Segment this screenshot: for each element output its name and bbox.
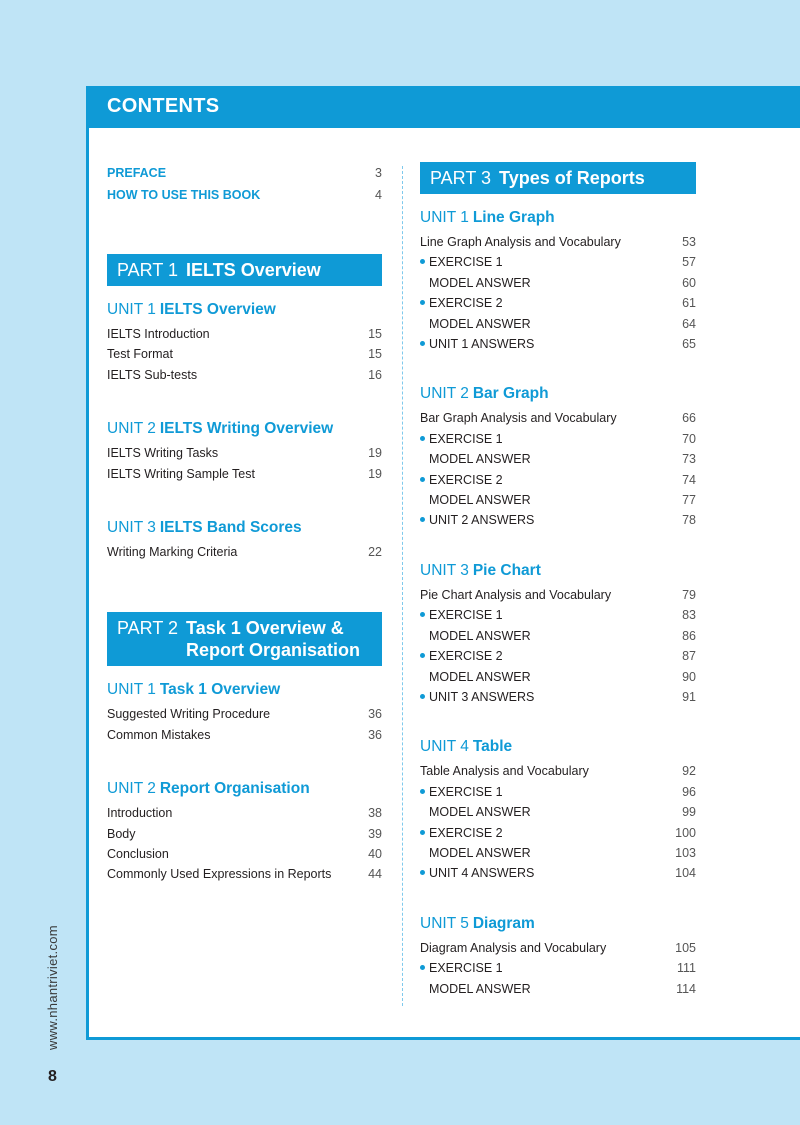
toc-entry-title: Test Format [107,347,173,362]
unit-block [107,518,382,562]
part-number: PART 3 [430,168,492,188]
part-1-banner[interactable] [107,254,382,286]
toc-entry[interactable] [420,761,696,781]
toc-entry[interactable] [420,232,696,252]
unit-name: Table [472,738,513,756]
toc-entry[interactable] [107,443,382,463]
toc-entry[interactable] [420,470,696,490]
part-3-units [420,208,696,999]
website-url: www.nhantriviet.com [45,925,60,1050]
part-title-line-2: Report Organisation [186,640,361,661]
toc-entry-text: MODEL ANSWER [429,981,531,996]
toc-entry-title: IELTS Introduction [107,327,210,341]
toc-entry-page: 87 [682,649,696,664]
bullet-icon [420,789,425,794]
contents-header-bar [89,86,800,128]
toc-entry-title [420,232,621,252]
toc-entry-page: 4 [375,188,382,202]
toc-entry[interactable] [420,823,696,843]
unit-number: UNIT 1 [420,209,469,226]
toc-entry-page: 99 [682,805,696,820]
toc-entry-page: 96 [682,784,696,799]
toc-entry-page: 90 [682,669,696,684]
toc-entry-text: MODEL ANSWER [429,845,531,860]
toc-entry-title: Introduction [107,806,173,821]
part-title: Types of Reports [499,168,645,188]
toc-entry[interactable] [420,273,696,293]
toc-entry-text: Bar Graph Analysis and Vocabulary [420,411,617,426]
unit-number: UNIT 2 [420,385,469,403]
part-number: PART 1 [117,260,179,280]
toc-entry-title: Commonly Used Expressions in Reports [107,867,332,882]
unit-name: Diagram [472,914,535,932]
toc-entry-title [420,938,606,958]
unit-name: Bar Graph [472,385,549,403]
toc-entry[interactable] [420,334,696,354]
part-title: IELTS Overview [186,260,321,280]
unit-number: UNIT 3 [420,561,469,579]
part-title-line-1: Task 1 Overview & [186,618,344,639]
toc-entry-page: 114 [676,981,696,996]
toc-entry[interactable] [420,314,696,334]
toc-entry-page: 73 [682,452,696,467]
unit-heading[interactable] [107,518,382,538]
toc-entry-text: Pie Chart Analysis and Vocabulary [420,587,612,602]
toc-entry-title: IELTS Writing Sample Test [107,466,255,481]
unit-block [420,208,696,354]
toc-entry-title [420,687,534,707]
bullet-icon [420,653,425,658]
toc-entry-title [420,979,531,999]
toc-entry[interactable] [107,864,382,884]
unit-block [107,779,382,885]
toc-entry-title [420,510,534,530]
unit-heading[interactable] [420,561,696,581]
toc-entry-text: UNIT 3 ANSWERS [429,689,535,704]
toc-entry-text: Line Graph Analysis and Vocabulary [420,235,621,249]
toc-entry-page: 105 [675,940,696,955]
toc-entry-text: Diagram Analysis and Vocabulary [420,940,607,955]
unit-heading[interactable] [420,914,696,934]
toc-entry-page: 57 [682,255,696,270]
bullet-icon [420,870,425,875]
toc-entry[interactable] [107,725,382,745]
toc-entry[interactable] [420,979,696,999]
toc-entry-text: EXERCISE 1 [429,784,503,799]
bullet-icon [420,965,425,970]
toc-entry[interactable] [420,605,696,625]
toc-entry-title: Suggested Writing Procedure [107,707,271,722]
toc-entry-text: EXERCISE 2 [429,825,503,840]
toc-entry-title [420,470,503,490]
toc-entry-page: 103 [675,845,696,860]
toc-entry[interactable] [420,667,696,687]
toc-entry[interactable] [420,863,696,883]
toc-entry[interactable] [420,408,696,428]
toc-entry-page: 104 [675,866,696,881]
toc-entry[interactable] [420,490,696,510]
toc-entry-title: Common Mistakes [107,727,211,742]
toc-entry[interactable] [420,585,696,605]
toc-entry[interactable] [107,365,382,385]
toc-entry-text: EXERCISE 1 [429,608,503,623]
toc-entry-page: 38 [368,806,382,821]
toc-entry-title [420,429,503,449]
toc-entry-title: IELTS Sub-tests [107,367,198,382]
toc-entry-title [420,646,503,666]
toc-entry-page: 44 [368,867,382,882]
toc-entry[interactable] [420,429,696,449]
unit-heading[interactable] [420,208,696,228]
bullet-icon [420,259,425,264]
toc-entry-title [420,761,589,781]
unit-block [107,680,382,745]
toc-entry[interactable] [420,958,696,978]
toc-entry-page: 78 [682,513,696,528]
toc-entry-page: 65 [682,337,696,352]
toc-entry[interactable] [420,449,696,469]
unit-block [107,300,382,385]
toc-entry-title [420,585,611,605]
unit-number: UNIT 4 [420,738,469,756]
toc-entry-text: UNIT 1 ANSWERS [429,337,535,352]
toc-entry-title [420,334,534,354]
toc-entry[interactable] [420,510,696,530]
toc-entry-page: 36 [368,727,382,742]
bullet-icon [420,612,425,617]
toc-entry[interactable] [107,803,382,823]
toc-entry-page: 64 [682,316,696,331]
toc-entry-title: Body [107,826,136,841]
toc-entry-title [420,490,531,510]
toc-entry-page: 15 [368,327,382,341]
toc-entry-page: 77 [682,493,696,508]
toc-entry-title [420,293,503,313]
bullet-icon [420,830,425,835]
unit-name: IELTS Band Scores [159,519,302,537]
toc-entry[interactable] [420,252,696,272]
unit-block [107,419,382,484]
toc-entry[interactable] [107,824,382,844]
toc-entry-page: 100 [675,825,696,840]
unit-number: UNIT 3 [107,519,156,537]
unit-heading[interactable] [107,680,382,700]
toc-entry-page: 83 [682,608,696,623]
toc-entry-title [420,314,531,334]
toc-entry[interactable] [420,938,696,958]
unit-name: IELTS Overview [159,301,276,318]
toc-entry[interactable] [420,626,696,646]
toc-entry-title [420,802,531,822]
unit-block [420,561,696,707]
toc-entry-title [420,252,503,272]
contents-panel [86,86,800,1040]
page-number: 8 [48,1068,57,1085]
toc-entry-page: 92 [682,764,696,779]
toc-entry-title [420,408,617,428]
toc-entry-title [420,958,503,978]
toc-entry-title: Conclusion [107,847,169,862]
unit-block [420,737,696,883]
unit-heading[interactable] [107,779,382,799]
toc-entry-page: 39 [368,826,382,841]
toc-entry-page: 16 [368,367,382,382]
toc-entry-title [420,863,534,883]
toc-entry-text: UNIT 2 ANSWERS [429,513,535,528]
unit-number: UNIT 1 [107,681,156,699]
toc-entry[interactable] [107,344,382,364]
unit-block [420,914,696,999]
bullet-icon [420,341,425,346]
toc-entry-page: 86 [682,628,696,643]
unit-block [420,384,696,530]
toc-entry-text: EXERCISE 2 [429,472,503,487]
website-vertical-text [45,905,65,1050]
toc-entry-text: MODEL ANSWER [429,316,531,331]
toc-entry-page: 3 [375,166,382,180]
toc-entry-title [420,273,531,293]
part-number: PART 2 [117,618,179,639]
toc-entry-text: EXERCISE 2 [429,296,503,311]
toc-entry-how-to-use[interactable] [107,184,382,206]
toc-entry-page: 53 [682,235,696,249]
toc-entry-title [420,626,531,646]
toc-entry[interactable] [420,646,696,666]
part-3-banner[interactable] [420,162,696,194]
toc-entry[interactable] [107,844,382,864]
unit-heading[interactable] [420,737,696,757]
toc-entry-title [420,605,503,625]
toc-entry-page: 74 [682,472,696,487]
column-divider [402,166,403,1006]
left-column [107,162,382,885]
toc-entry-title: IELTS Writing Tasks [107,446,219,461]
toc-entry-title [420,823,503,843]
unit-number: UNIT 5 [420,914,469,932]
toc-entry-preface[interactable] [107,162,382,184]
toc-entry-text: Table Analysis and Vocabulary [420,764,589,779]
unit-name: Task 1 Overview [159,681,281,699]
toc-entry-title [420,667,531,687]
bullet-icon [420,517,425,522]
toc-entry-text: EXERCISE 1 [429,255,503,270]
unit-name: Report Organisation [159,780,310,798]
toc-entry-page: 40 [368,847,382,862]
bullet-icon [420,436,425,441]
toc-entry-text: MODEL ANSWER [429,452,531,467]
toc-entry[interactable] [107,464,382,484]
bullet-icon [420,300,425,305]
toc-entry-text: UNIT 4 ANSWERS [429,866,535,881]
toc-entry-page: 60 [682,275,696,290]
toc-entry[interactable] [420,843,696,863]
unit-name: IELTS Writing Overview [159,420,334,438]
unit-number: UNIT 2 [107,780,156,798]
toc-entry-page: 15 [368,347,382,362]
unit-number: UNIT 1 [107,301,156,318]
unit-number: UNIT 2 [107,420,156,438]
toc-entry-title [420,449,531,469]
toc-entry-page: 36 [368,707,382,722]
toc-entry-page: 91 [682,689,696,704]
unit-heading[interactable] [107,419,382,439]
toc-entry-text: MODEL ANSWER [429,805,531,820]
toc-entry[interactable] [107,542,382,562]
toc-entry-title [420,843,531,863]
unit-heading[interactable] [420,384,696,404]
toc-entry[interactable] [420,687,696,707]
toc-entry[interactable] [420,802,696,822]
toc-entry-text: MODEL ANSWER [429,628,531,643]
toc-entry-text: EXERCISE 1 [429,431,503,446]
toc-entry[interactable] [420,782,696,802]
bullet-icon [420,477,425,482]
toc-entry[interactable] [420,293,696,313]
toc-entry-text: EXERCISE 1 [429,961,503,976]
toc-entry-page: 66 [682,411,696,426]
toc-entry-page: 70 [682,431,696,446]
toc-entry-page: 19 [368,466,382,481]
toc-entry-title [420,782,503,802]
part-title [186,617,360,661]
toc-entry-title: HOW TO USE THIS BOOK [107,188,261,202]
toc-entry-title: PREFACE [107,166,167,180]
toc-entry[interactable] [107,704,382,724]
toc-entry-page: 19 [368,446,382,461]
toc-entry-page: 111 [676,961,696,976]
toc-entry-text: MODEL ANSWER [429,275,531,290]
unit-heading[interactable] [107,300,382,320]
page-title: CONTENTS [107,95,220,117]
bullet-icon [420,694,425,699]
unit-name: Pie Chart [472,561,541,579]
toc-entry-text: MODEL ANSWER [429,669,531,684]
toc-entry-page: 79 [682,587,696,602]
toc-entry-page: 22 [368,545,382,560]
toc-entry-page: 61 [682,296,696,311]
toc-entry-text: EXERCISE 2 [429,649,503,664]
toc-entry-text: MODEL ANSWER [429,493,531,508]
unit-name: Line Graph [472,209,555,226]
part-2-banner[interactable] [107,612,382,666]
toc-entry[interactable] [107,324,382,344]
right-column [420,162,696,999]
toc-entry-title: Writing Marking Criteria [107,545,238,560]
